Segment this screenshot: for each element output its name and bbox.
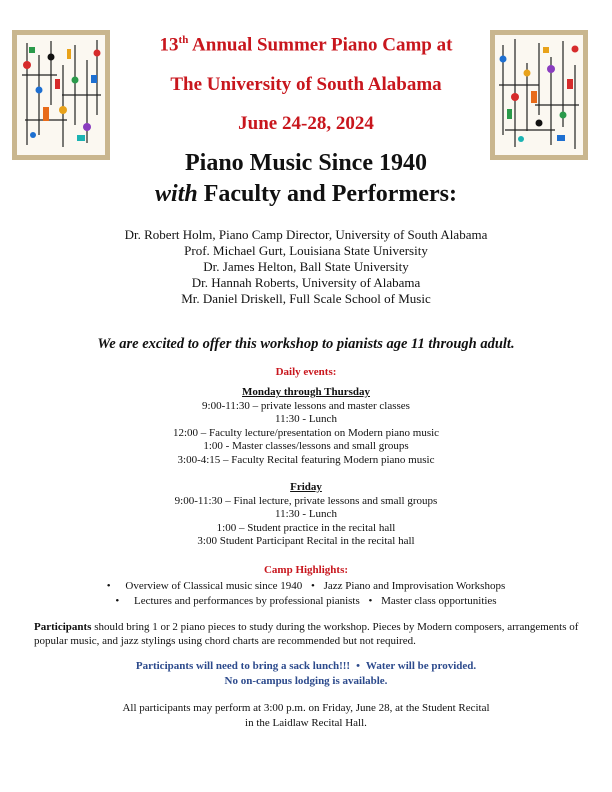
schedule-heading: Monday through Thursday [242,386,370,398]
title-line-1: 13th Annual Summer Piano Camp at [159,34,453,56]
abstract-music-art-icon [17,35,105,155]
intro-statement: We are excited to offer this workshop to pianists age 11 through adult. [97,336,515,352]
schedule-item: 12:00 – Faculty lecture/presentation on Modern piano music [172,426,440,439]
title-line-2: The University of South Alabama [170,74,442,95]
bullet-icon: • [368,595,373,607]
highlight-item: Overview of Classical music since 1940 [125,580,303,592]
music-art-frame-right [490,30,588,160]
highlights-row [40,594,572,608]
closing-line-1: All participants may perform at 3:00 p.m. on Friday, June 28, at the Student Recital [122,702,490,714]
notice-line-2: No on-campus lodging is available. [224,675,388,687]
faculty-list [60,227,552,307]
headline-line-2: with Faculty and Performers: [155,181,457,207]
closing-paragraph [40,701,572,731]
schedule-item: 11:30 - Lunch [275,508,337,521]
abstract-music-art-icon [495,35,583,155]
bullet-icon: • [311,580,315,592]
schedule-item: 9:00-11:30 – private lessons and master classes [202,399,410,412]
faculty-item: Dr. Hannah Roberts, University of Alabama [191,275,421,290]
headline [60,148,552,210]
schedule-item: 11:30 - Lunch [275,413,337,426]
bullet-icon: • [115,595,120,607]
schedule-item: 3:00 Student Participant Recital in the recital hall [197,535,415,548]
bullet-icon: • [106,580,111,592]
bullet-icon: • [356,660,360,672]
faculty-item: Prof. Michael Gurt, Louisiana State University [184,243,428,258]
highlight-item: Jazz Piano and Improvisation Workshops [323,580,506,592]
headline-line-1: Piano Music Since 1940 [184,150,427,176]
music-art-frame-left [12,30,110,160]
schedule-item: 3:00-4:15 – Faculty Recital featuring Modern piano music [177,453,435,466]
highlight-item: Master class opportunities [381,595,497,607]
notice-line-1: Participants will need to bring a sack lunch!!! • Water will be provided. [135,660,477,672]
friday-schedule [40,481,572,549]
monday-thursday-schedule [40,386,572,468]
faculty-item: Mr. Daniel Driskell, Full Scale School of Music [181,291,431,306]
participants-paragraph: Participants should bring 1 or 2 piano pieces to study during the workshop. Pieces by Modern composers, arrangements of popular music, and jazz stylings using chord charts are recommended but not required. [34,621,579,647]
schedule-item: 1:00 - Master classes/lessons and small groups [203,440,409,453]
schedule-item: 9:00-11:30 – Final lecture, private lessons and small groups [174,494,438,507]
closing-line-2: in the Laidlaw Recital Hall. [245,717,367,729]
faculty-item: Dr. James Helton, Ball State University [203,259,409,274]
notice-block [40,659,572,689]
event-dates: June 24-28, 2024 [238,113,374,134]
faculty-item: Dr. Robert Holm, Piano Camp Director, University of South Alabama [124,227,488,242]
highlight-item: Lectures and performances by professional pianists [134,595,360,607]
camp-highlights-title: Camp Highlights: [263,564,349,576]
schedule-heading: Friday [290,481,322,493]
daily-events-title: Daily events: [275,366,337,378]
schedule-item: 1:00 – Student practice in the recital hall [216,521,396,534]
highlights-row [40,579,572,593]
